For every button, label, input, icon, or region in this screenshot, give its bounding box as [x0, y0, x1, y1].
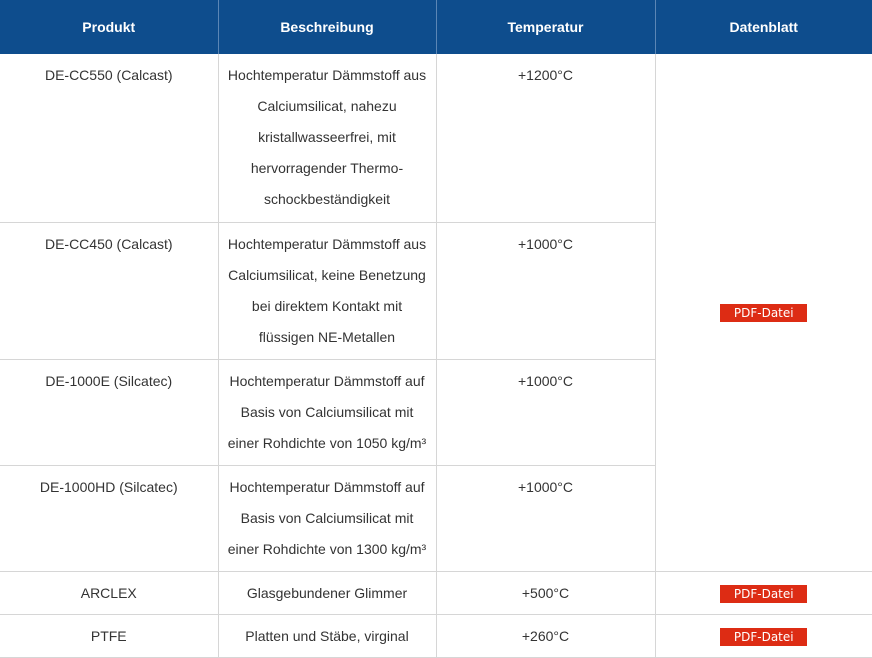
- product-temperature: +260°C: [436, 615, 655, 658]
- table-row: [0, 572, 872, 615]
- product-description: Hochtemperatur Dämmstoff auf Basis von Calciumsilicat mit einer Rohdichte von 1050 kg/m³: [218, 360, 436, 466]
- product-description: Glasgebundener Glimmer: [218, 572, 436, 615]
- product-temperature: +1000°C: [436, 223, 655, 360]
- header-beschreibung: Beschreibung: [218, 0, 436, 54]
- product-temperature: +1000°C: [436, 466, 655, 572]
- table-body: [0, 54, 872, 658]
- product-temperature: +1200°C: [436, 54, 655, 223]
- product-description: Platten und Stäbe, virginal: [218, 615, 436, 658]
- datasheet-cell: [655, 615, 872, 658]
- product-name: DE-CC550 (Calcast): [0, 54, 218, 223]
- pdf-download-button[interactable]: PDF-Datei: [720, 585, 807, 603]
- product-name: ARCLEX: [0, 572, 218, 615]
- datasheet-cell: [655, 54, 872, 572]
- product-name: DE-1000E (Silcatec): [0, 360, 218, 466]
- product-description: Hochtemperatur Dämmstoff aus Calciumsilicat, nahezu kristallwasseerfrei, mit hervorragender Thermo-schockbeständigkeit: [218, 54, 436, 223]
- product-description: Hochtemperatur Dämmstoff aus Calciumsilicat, keine Benetzung bei direktem Kontakt mit flüssigen NE-Metallen: [218, 223, 436, 360]
- product-temperature: +500°C: [436, 572, 655, 615]
- product-name: DE-1000HD (Silcatec): [0, 466, 218, 572]
- table-row: [0, 615, 872, 658]
- header-temperatur: Temperatur: [436, 0, 655, 54]
- table-header: [0, 0, 872, 54]
- table-row: [0, 54, 872, 223]
- product-name: PTFE: [0, 615, 218, 658]
- header-datenblatt: Datenblatt: [655, 0, 872, 54]
- datasheet-cell: [655, 572, 872, 615]
- product-description: Hochtemperatur Dämmstoff auf Basis von Calciumsilicat mit einer Rohdichte von 1300 kg/m³: [218, 466, 436, 572]
- product-temperature: +1000°C: [436, 360, 655, 466]
- header-row: [0, 0, 872, 54]
- pdf-download-button[interactable]: PDF-Datei: [720, 304, 807, 322]
- pdf-download-button[interactable]: PDF-Datei: [720, 628, 807, 646]
- product-name: DE-CC450 (Calcast): [0, 223, 218, 360]
- header-produkt: Produkt: [0, 0, 218, 54]
